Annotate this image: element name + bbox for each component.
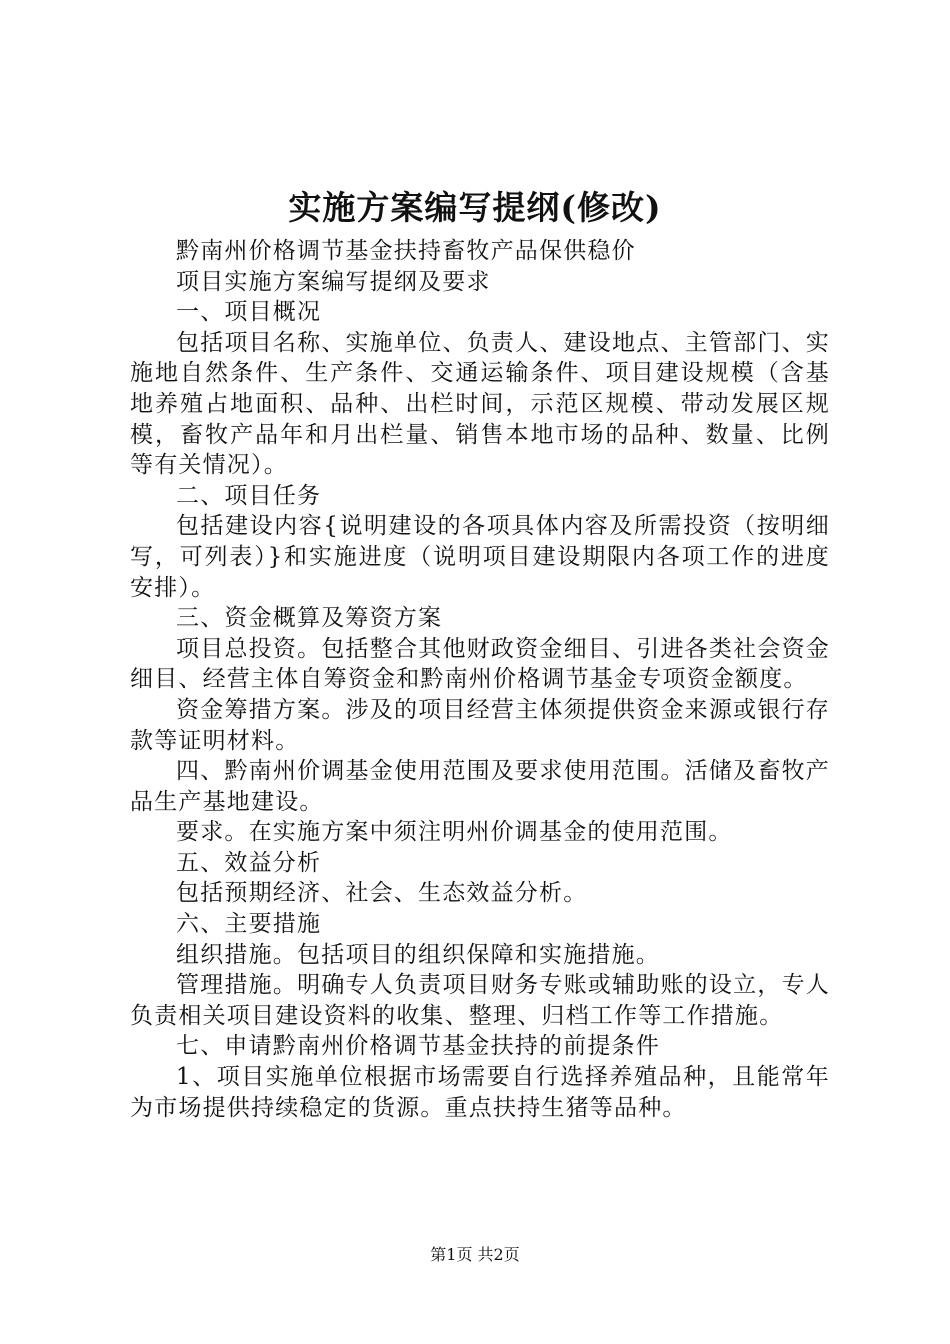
section-heading: 二、项目任务 <box>176 482 322 509</box>
section-heading: 七、申请黔南州价格调节基金扶持的前提条件 <box>176 1033 660 1060</box>
document-body <box>130 236 830 1123</box>
paragraph: 包括建设内容{说明建设的各项具体内容及所需投资（按明细写，可列表）}和实施进度（说明项目建设期限内各项工作的进度安排）。 <box>130 513 830 601</box>
paragraph: 项目实施方案编写提纲及要求 <box>176 268 491 295</box>
paragraph: 四、黔南州价调基金使用范围及要求使用范围。活储及畜牧产品生产基地建设。 <box>130 758 830 815</box>
paragraph: 组织措施。包括项目的组织保障和实施措施。 <box>176 941 660 968</box>
page-number-footer: 第1页 共2页 <box>430 1245 520 1264</box>
section-heading: 六、主要措施 <box>176 911 322 938</box>
paragraph: 1、项目实施单位根据市场需要自行选择养殖品种，且能常年为市场提供持续稳定的货源。重点扶持生猪等品种。 <box>130 1064 830 1121</box>
paragraph: 包括项目名称、实施单位、负责人、建设地点、主管部门、实施地自然条件、生产条件、交通运输条件、项目建设规模（含基地养殖占地面积、品种、出栏时间，示范区规模、带动发展区规模，畜牧产品年和月出栏量、销售本地市场的品种、数量、比例等有关情况）。 <box>130 329 830 479</box>
section-heading: 三、资金概算及筹资方案 <box>176 605 443 632</box>
document-title: 实施方案编写提纲(修改) <box>288 188 662 227</box>
paragraph: 项目总投资。包括整合其他财政资金细目、引进各类社会资金细目、经营主体自筹资金和黔南州价格调节基金专项资金额度。 <box>130 635 830 693</box>
paragraph: 管理措施。明确专人负责项目财务专账或辅助账的设立，专人负责相关项目建设资料的收集、整理、归档工作等工作措施。 <box>130 972 830 1029</box>
paragraph: 包括预期经济、社会、生态效益分析。 <box>176 880 588 907</box>
paragraph: 资金筹措方案。涉及的项目经营主体须提供资金来源或银行存款等证明材料。 <box>130 696 830 754</box>
paragraph: 要求。在实施方案中须注明州价调基金的使用范围。 <box>176 819 733 846</box>
section-heading: 五、效益分析 <box>176 849 322 876</box>
section-heading: 一、项目概况 <box>176 299 322 326</box>
paragraph: 黔南州价格调节基金扶持畜牧产品保供稳价 <box>176 238 636 264</box>
